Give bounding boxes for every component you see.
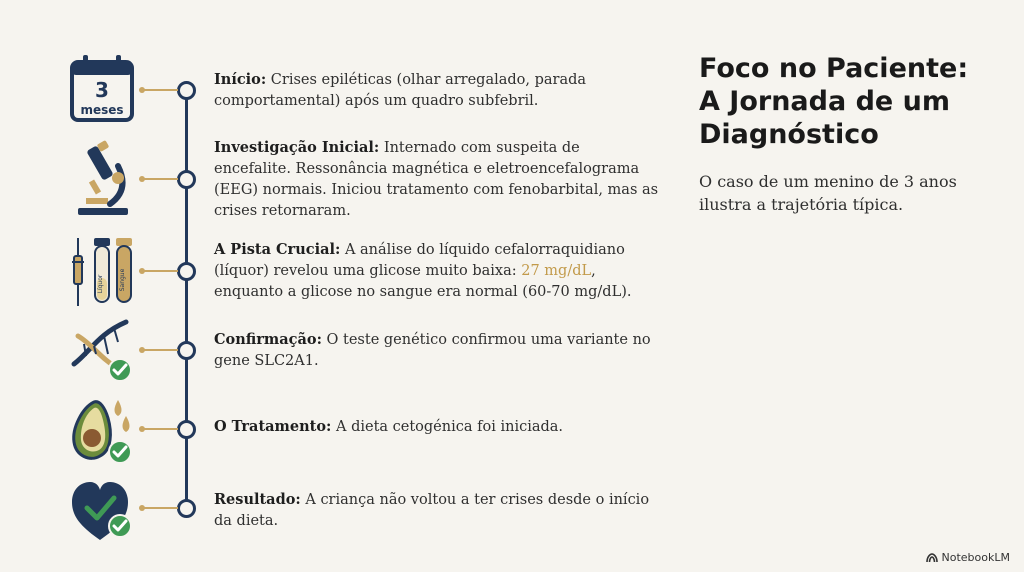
csf-glucose-value: 27 mg/dL — [521, 263, 592, 279]
step-confirmation — [214, 329, 659, 372]
tube-label-csf: Líquor — [97, 274, 104, 294]
step-description: A dieta cetogénica foi iniciada. — [331, 419, 564, 435]
title-line: Diagnóstico — [699, 119, 879, 150]
step-description: A análise do líquido cefalorraquidiano (líquor) revelou uma glicose muito baixa: — [214, 242, 625, 279]
timeline-connector — [142, 507, 178, 509]
timeline-line — [185, 88, 188, 508]
timeline-node — [177, 341, 196, 360]
step-title: O Tratamento: — [214, 418, 332, 435]
step-title: Confirmação: — [214, 331, 322, 348]
timeline-connector — [142, 428, 178, 430]
title-line: A Jornada de um — [699, 86, 950, 117]
dna-check-icon — [68, 312, 136, 392]
test-tubes-icon — [68, 232, 136, 312]
step-onset — [214, 69, 659, 112]
timeline-node — [177, 499, 196, 518]
timeline-connector — [142, 270, 178, 272]
step-description: Crises epiléticas (olhar arregalado, parada comportamental) após um quadro subfebril. — [214, 72, 587, 109]
step-description-end: , enquanto a glicose no sangue era normal (60-70 mg/dL). — [214, 263, 632, 300]
timeline-connector — [142, 89, 178, 91]
title-line: Foco no Paciente: — [699, 53, 969, 84]
step-title: Início: — [214, 71, 267, 88]
timeline-node — [177, 170, 196, 189]
heart-check-icon — [68, 474, 136, 554]
avocado-check-icon — [68, 392, 136, 472]
page-subtitle: O caso de um menino de 3 anos ilustra a trajetória típica. — [699, 172, 957, 214]
step-title: Resultado: — [214, 491, 301, 508]
timeline-connector — [142, 178, 178, 180]
step-description: A criança não voltou a ter crises desde o início da dieta. — [214, 492, 650, 529]
calendar-unit: meses — [80, 103, 124, 117]
calendar-icon — [68, 52, 136, 132]
step-initial-investigation — [214, 137, 659, 222]
timeline-node — [177, 262, 196, 281]
timeline-node — [177, 420, 196, 439]
notebooklm-logo-icon — [926, 553, 938, 563]
step-crucial-clue — [214, 239, 659, 303]
tube-label-blood: Sangue — [119, 268, 126, 292]
step-treatment — [214, 416, 659, 438]
microscope-icon — [68, 140, 136, 220]
timeline-node — [177, 81, 196, 100]
page-title — [699, 52, 999, 151]
calendar-number: 3 — [95, 78, 109, 102]
brand-name: NotebookLM — [941, 551, 1010, 564]
step-title: A Pista Crucial: — [214, 241, 341, 258]
step-result — [214, 489, 659, 532]
step-title: Investigação Inicial: — [214, 139, 380, 156]
brand — [926, 551, 1010, 564]
step-description: O teste genético confirmou uma variante no gene SLC2A1. — [214, 332, 651, 369]
timeline-connector — [142, 349, 178, 351]
step-description: Internado com suspeita de encefalite. Ressonância magnética e eletroencefalograma (EEG) normais. Iniciou tratamento com fenobarbital, mas as crises retornaram. — [214, 140, 659, 219]
